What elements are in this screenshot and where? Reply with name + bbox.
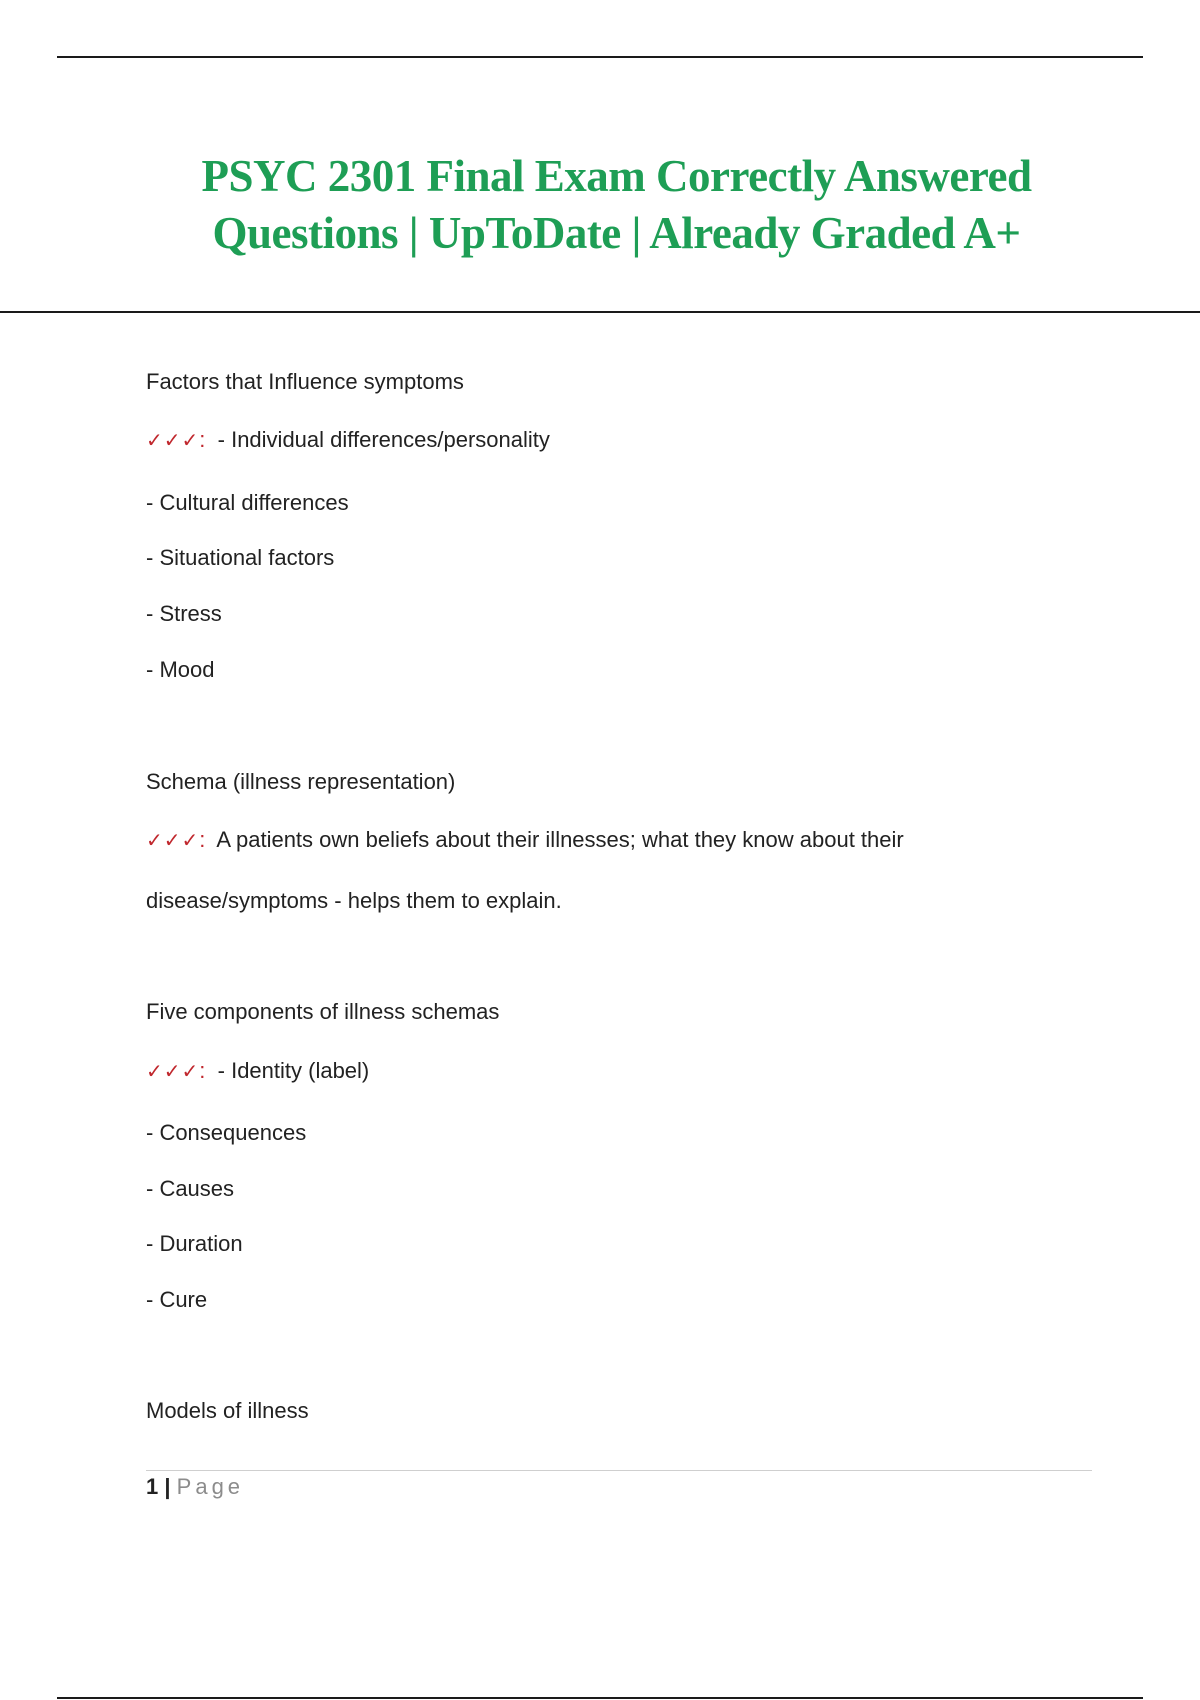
question-4: Models of illness bbox=[146, 1398, 309, 1423]
answer-colon: : bbox=[199, 1058, 206, 1083]
page-number: 1 bbox=[146, 1474, 159, 1499]
question-1: Factors that Influence symptoms bbox=[146, 369, 464, 394]
bottom-rule bbox=[57, 1697, 1143, 1699]
answer-2-line-1: disease/symptoms - helps them to explain. bbox=[146, 888, 562, 913]
question-2: Schema (illness representation) bbox=[146, 769, 456, 794]
title-line-1: PSYC 2301 Final Exam Correctly Answered bbox=[201, 151, 1032, 201]
answer-1-line-2: - Situational factors bbox=[146, 545, 335, 570]
document-title bbox=[0, 148, 1200, 262]
answer-colon: : bbox=[199, 427, 206, 452]
page-footer bbox=[146, 1474, 244, 1500]
answer-3-first bbox=[146, 1058, 369, 1084]
checkmark-icon: ✓✓✓ bbox=[146, 828, 200, 852]
answer-1-line-3: - Stress bbox=[146, 601, 222, 626]
document-header bbox=[0, 148, 1200, 262]
title-rule bbox=[0, 311, 1200, 313]
page-separator: | bbox=[164, 1474, 171, 1499]
answer-text: - Individual differences/personality bbox=[217, 427, 550, 452]
answer-3-line-1: - Consequences bbox=[146, 1120, 307, 1145]
question-3: Five components of illness schemas bbox=[146, 999, 500, 1024]
footer-rule bbox=[146, 1470, 1092, 1471]
title-line-2: Questions | UpToDate | Already Graded A+ bbox=[212, 208, 1021, 258]
answer-2-first bbox=[146, 827, 904, 853]
answer-3-line-3: - Duration bbox=[146, 1231, 243, 1256]
answer-1-line-1: - Cultural differences bbox=[146, 490, 349, 515]
checkmark-icon: ✓✓✓ bbox=[146, 1059, 200, 1083]
answer-text: A patients own beliefs about their illnesses; what they know about their bbox=[216, 827, 904, 852]
answer-3-line-2: - Causes bbox=[146, 1176, 235, 1201]
answer-text: - Identity (label) bbox=[217, 1058, 370, 1083]
page-label: Page bbox=[176, 1474, 245, 1499]
answer-3-line-4: - Cure bbox=[146, 1287, 208, 1312]
answer-colon: : bbox=[199, 827, 206, 852]
answer-1-line-4: - Mood bbox=[146, 657, 215, 682]
checkmark-icon: ✓✓✓ bbox=[146, 428, 200, 452]
top-rule bbox=[57, 56, 1143, 58]
answer-1-first bbox=[146, 427, 550, 453]
